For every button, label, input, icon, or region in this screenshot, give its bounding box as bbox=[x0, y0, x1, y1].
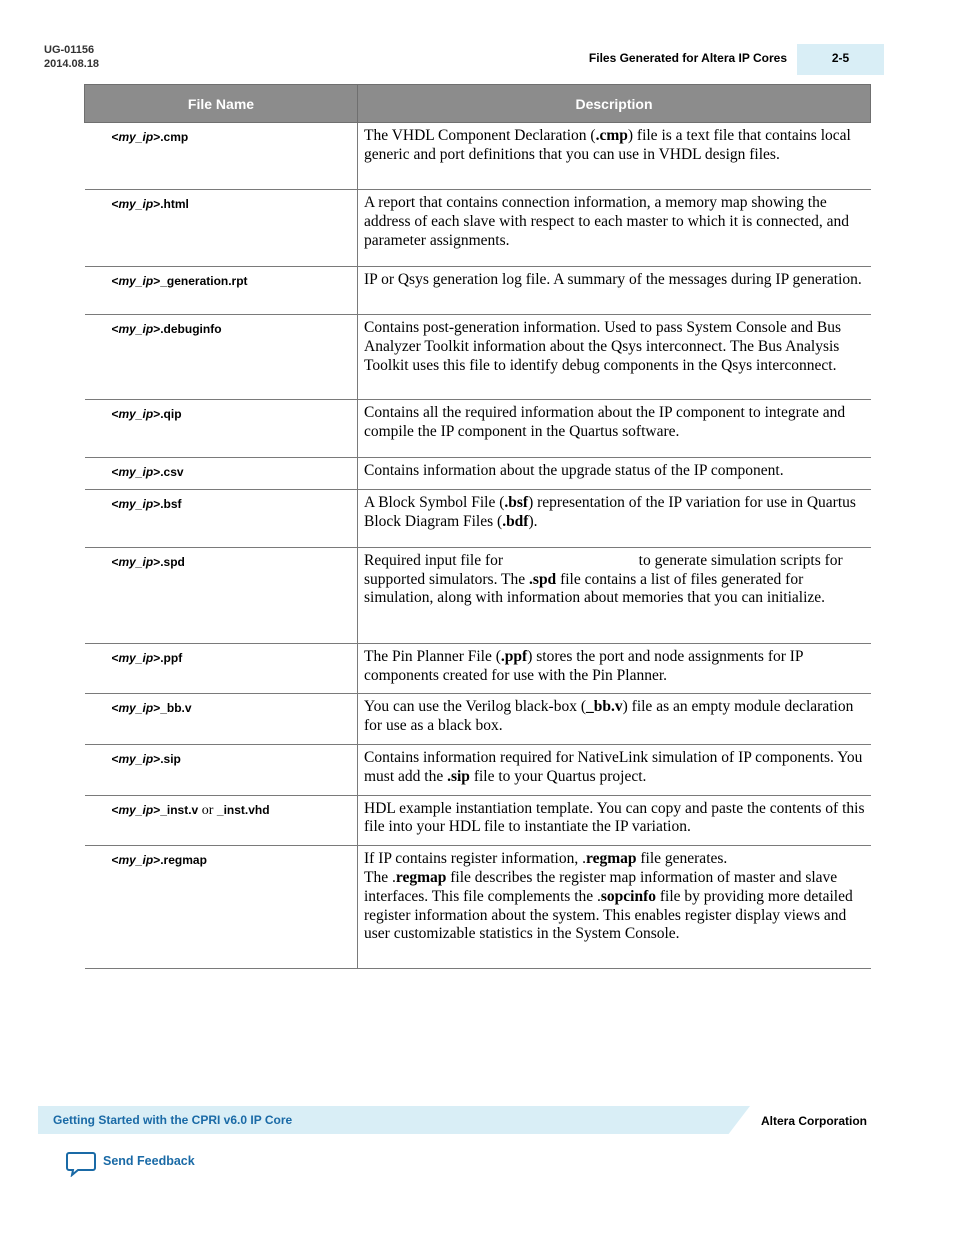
description-cell: A report that contains connection information, a memory map showing the address of each slave with respect to each master to which it is connected, and parameter assignments. bbox=[358, 190, 871, 267]
table-row bbox=[85, 458, 871, 490]
table-row bbox=[85, 315, 871, 400]
send-feedback-link[interactable]: Send Feedback bbox=[103, 1154, 195, 1168]
table-row bbox=[85, 795, 871, 846]
description-cell: You can use the Verilog black-box (_bb.v) file as an empty module declaration for use as a black box. bbox=[358, 694, 871, 745]
file-name-cell: <my_ip>.qip bbox=[85, 400, 358, 458]
document-number: UG-01156 bbox=[44, 44, 95, 56]
file-name-cell: <my_ip>.cmp bbox=[85, 123, 358, 190]
generated-files-table bbox=[84, 84, 871, 969]
description-cell: IP or Qsys generation log file. A summary of the messages during IP generation. bbox=[358, 267, 871, 315]
description-cell: Contains all the required information about the IP component to integrate and compile the IP component in the Quartus software. bbox=[358, 400, 871, 458]
file-name-cell: <my_ip>.sip bbox=[85, 744, 358, 795]
table-row bbox=[85, 846, 871, 969]
table-row bbox=[85, 643, 871, 694]
document-id bbox=[44, 43, 99, 71]
file-name-cell: <my_ip>_inst.v or _inst.vhd bbox=[85, 795, 358, 846]
file-name-cell: <my_ip>.regmap bbox=[85, 846, 358, 969]
table-row bbox=[85, 489, 871, 547]
description-cell: Contains information about the upgrade status of the IP component. bbox=[358, 458, 871, 490]
page-number: 2-5 bbox=[797, 44, 884, 75]
description-cell: If IP contains register information, .regmap file generates. The .regmap file describes the register map information of master and slave interfaces. This file complements the .sopcinfo file by providing more detailed register information about the system. This enables register display views and user customizable statistics in the System Console. bbox=[358, 846, 871, 969]
document-date: 2014.08.18 bbox=[44, 58, 100, 70]
file-name-cell: <my_ip>_generation.rpt bbox=[85, 267, 358, 315]
table-row bbox=[85, 744, 871, 795]
table-row bbox=[85, 190, 871, 267]
file-name-cell: <my_ip>.csv bbox=[85, 458, 358, 490]
guide-title-link[interactable]: Getting Started with the CPRI v6.0 IP Core bbox=[53, 1113, 293, 1127]
description-cell: Contains post-generation information. Used to pass System Console and Bus Analyzer Toolkit information about the Qsys interconnect. The Bus Analysis Toolkit uses this file to identify debug components in the Qsys interconnect. bbox=[358, 315, 871, 400]
description-cell: The VHDL Component Declaration (.cmp) file is a text file that contains local generic and port definitions that you can use in VHDL design files. bbox=[358, 123, 871, 190]
section-title: Files Generated for Altera IP Cores bbox=[588, 51, 787, 65]
description-cell: Contains information required for NativeLink simulation of IP components. You must add the .sip file to your Quartus project. bbox=[358, 744, 871, 795]
table-row bbox=[85, 547, 871, 643]
file-name-cell: <my_ip>.debuginfo bbox=[85, 315, 358, 400]
description-cell: HDL example instantiation template. You can copy and paste the contents of this file into your HDL file to instantiate the IP variation. bbox=[358, 795, 871, 846]
description-cell: Required input file for to generate simulation scripts for supported simulators. The .spd file contains a list of files generated for simulation, along with information about memories that you can initialize. bbox=[358, 547, 871, 643]
file-name-cell: <my_ip>.spd bbox=[85, 547, 358, 643]
table-row bbox=[85, 400, 871, 458]
file-name-cell: <my_ip>.ppf bbox=[85, 643, 358, 694]
table-row bbox=[85, 267, 871, 315]
table-header-row bbox=[85, 85, 871, 123]
file-name-cell: <my_ip>.bsf bbox=[85, 489, 358, 547]
table-row bbox=[85, 123, 871, 190]
description-cell: A Block Symbol File (.bsf) representation of the IP variation for use in Quartus Block Diagram Files (.bdf). bbox=[358, 489, 871, 547]
file-name-cell: <my_ip>.html bbox=[85, 190, 358, 267]
description-cell: The Pin Planner File (.ppf) stores the port and node assignments for IP components created for use with the Pin Planner. bbox=[358, 643, 871, 694]
speech-bubble-icon[interactable] bbox=[66, 1151, 96, 1177]
table-row bbox=[85, 694, 871, 745]
column-header-description: Description bbox=[358, 85, 871, 123]
file-name-cell: <my_ip>_bb.v bbox=[85, 694, 358, 745]
company-name: Altera Corporation bbox=[761, 1114, 868, 1128]
column-header-file-name: File Name bbox=[85, 85, 358, 123]
